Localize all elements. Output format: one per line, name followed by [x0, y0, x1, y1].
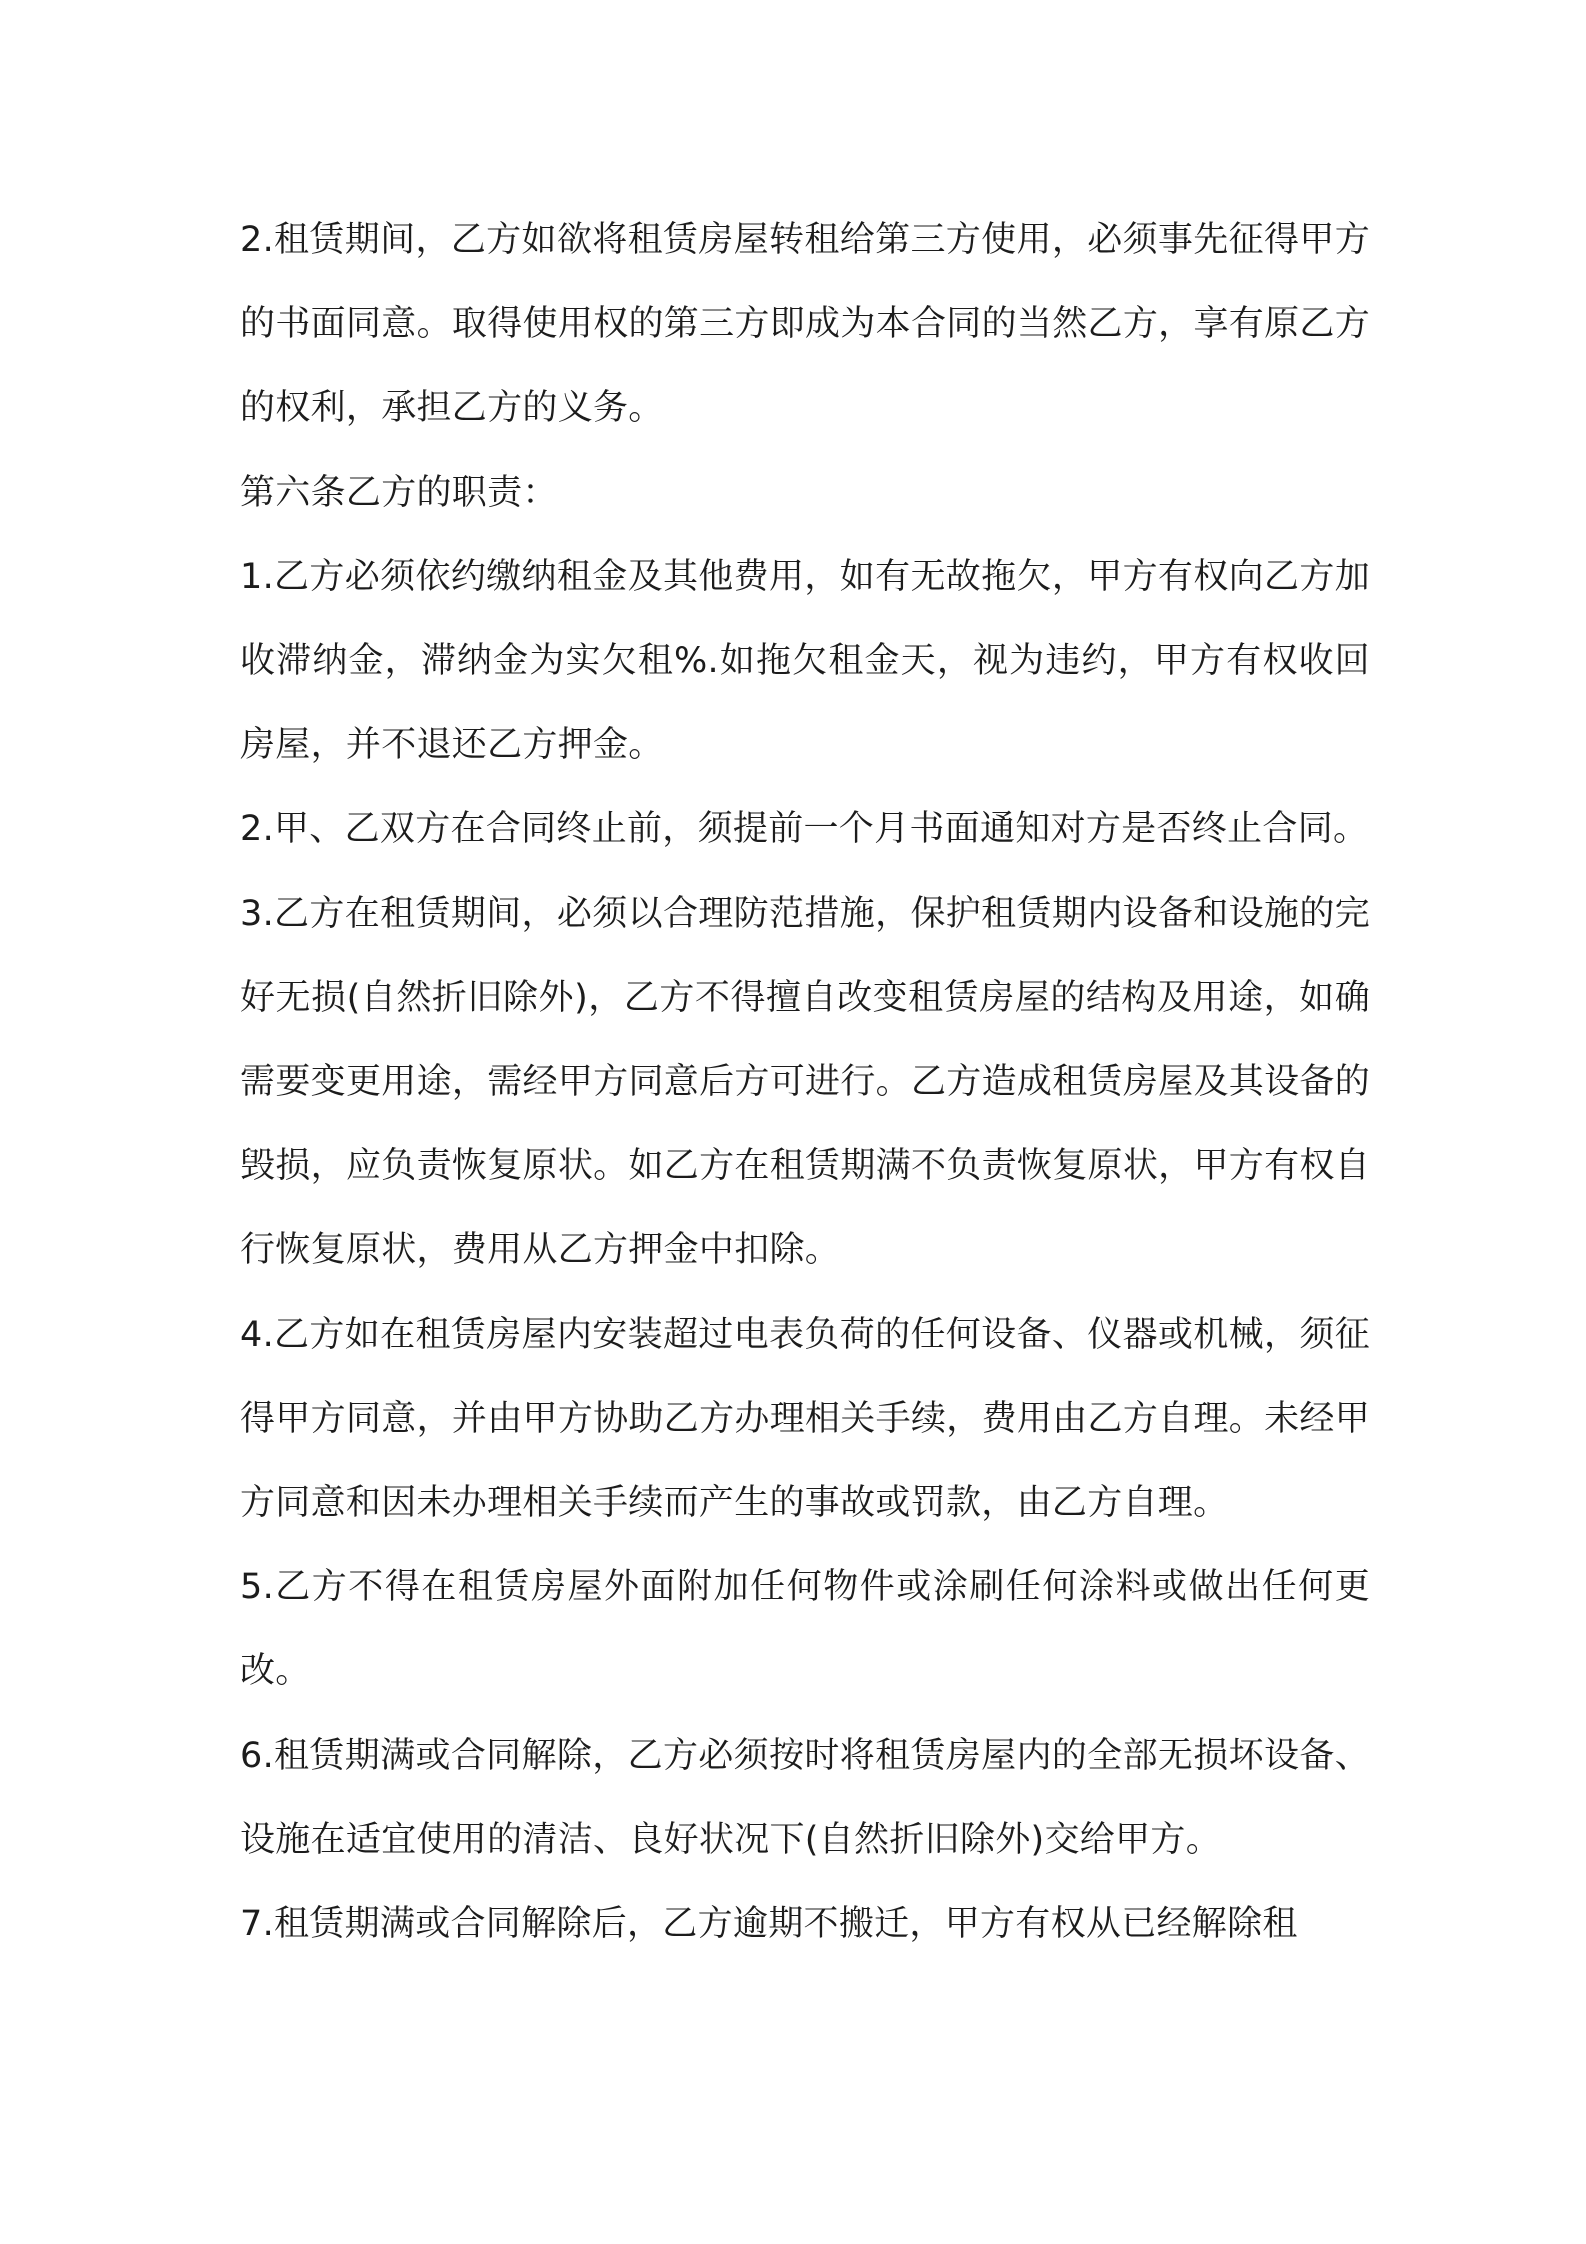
section-heading-article-six: 第六条乙方的职责： — [240, 472, 558, 513]
paragraph-overdue-vacating: 7.租赁期满或合同解除后，乙方逾期不搬迁，甲方有权从已经解除租 — [240, 1904, 1298, 1945]
paragraph-sublet-clause: 2.租赁期间，乙方如欲将租赁房屋转租给第三方使用，必须事先征得甲方的书面同意。取得使用权的第三方即成为本合同的当然乙方，享有原乙方的权利，承担乙方的义务。 — [240, 220, 1370, 429]
paragraph-termination-notice: 2.甲、乙双方在合同终止前，须提前一个月书面通知对方是否终止合同。 — [240, 809, 1369, 850]
document-body — [240, 198, 1370, 1966]
paragraph-exterior-modification: 5.乙方不得在租赁房屋外面附加任何物件或涂刷任何涂料或做出任何更改。 — [240, 1567, 1370, 1692]
paragraph-rent-payment: 1.乙方必须依约缴纳租金及其他费用，如有无故拖欠，甲方有权向乙方加收滞纳金，滞纳金为实欠租%.如拖欠租金天，视为违约，甲方有权收回房屋，并不退还乙方押金。 — [240, 556, 1370, 766]
paragraph-return-of-premises: 6.租赁期满或合同解除，乙方必须按时将租赁房屋内的全部无损坏设备、设施在适宜使用的清洁、良好状况下(自然折旧除外)交给甲方。 — [240, 1735, 1370, 1860]
paragraph-equipment-protection: 3.乙方在租赁期间，必须以合理防范措施，保护租赁期内设备和设施的完好无损(自然折旧除外)，乙方不得擅自改变租赁房屋的结构及用途，如确需要变更用途，需经甲方同意后方可进行。乙方造成租赁房屋及其设备的毁损，应负责恢复原状。如乙方在租赁期满不负责恢复原状，甲方有权自行恢复原状，费用从乙方押金中扣除。 — [240, 893, 1370, 1271]
paragraph-electrical-load: 4.乙方如在租赁房屋内安装超过电表负荷的任何设备、仪器或机械，须征得甲方同意，并由甲方协助乙方办理相关手续，费用由乙方自理。未经甲方同意和因未办理相关手续而产生的事故或罚款，由乙方自理。 — [240, 1314, 1370, 1524]
